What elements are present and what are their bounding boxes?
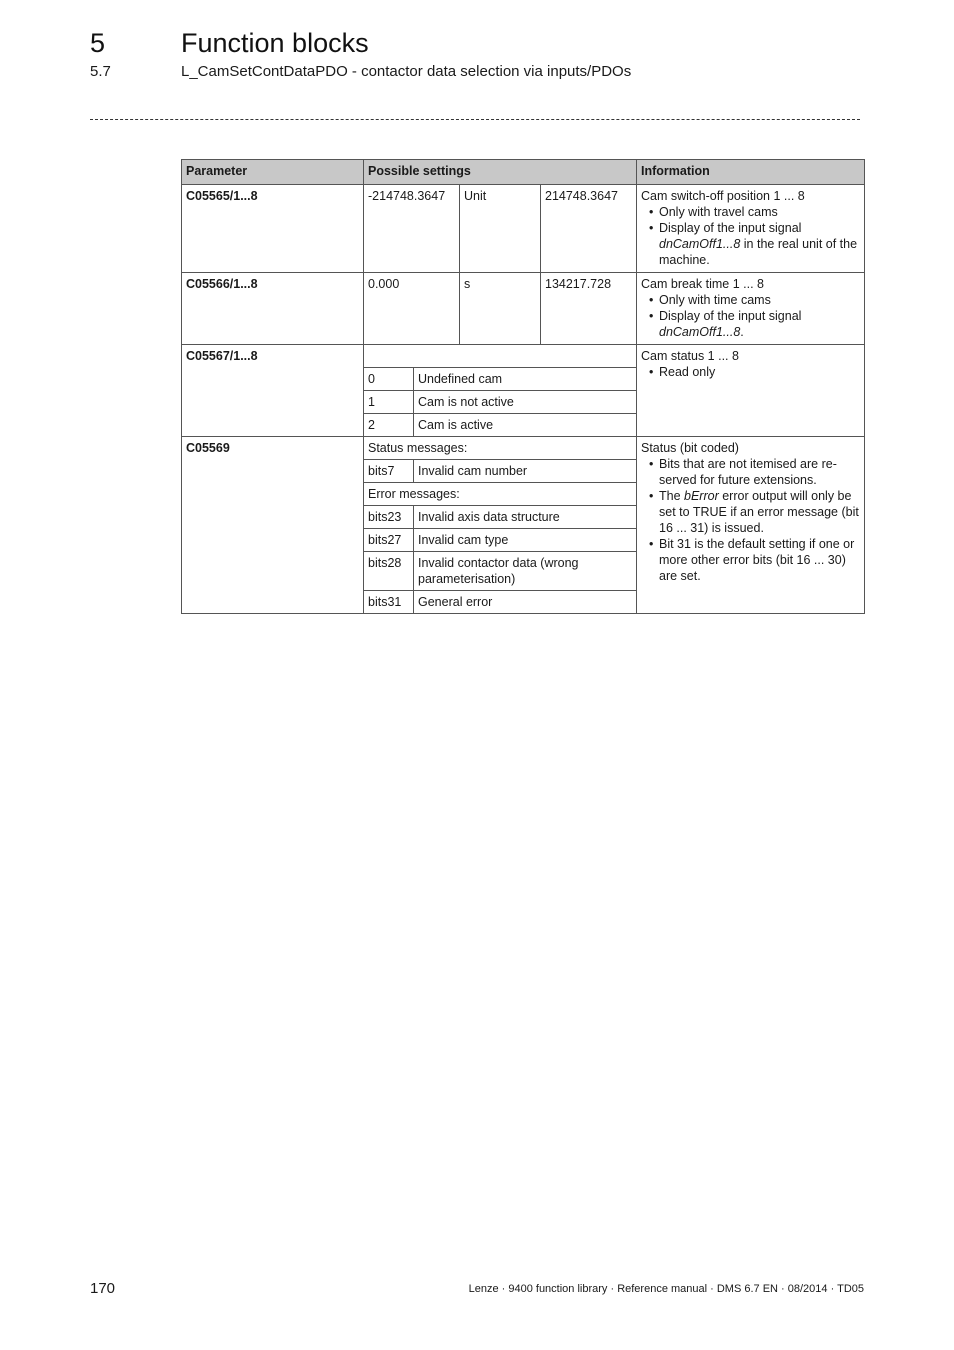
bit-value: bits27	[364, 529, 414, 552]
setting-max: 214748.3647	[541, 185, 637, 273]
page-number: 170	[90, 1280, 116, 1297]
signal-name: dnCamOff1...8	[659, 325, 741, 339]
settings-blank	[364, 345, 637, 368]
info-title: Cam status 1 ... 8	[641, 349, 739, 363]
status-messages-label: Status messages:	[364, 437, 637, 460]
bit-text: Invalid contactor data (wrong parameterisation)	[414, 552, 637, 591]
info-title: Status (bit coded)	[641, 441, 739, 455]
bit-value: bits31	[364, 591, 414, 614]
info-bullet: • The bError error output will only be set to TRUE if an error message (bit 16 ... 31) is issued.	[659, 488, 860, 536]
setting-text: Undefined cam	[414, 368, 637, 391]
setting-value: 1	[364, 391, 414, 414]
bit-value: bits7	[364, 460, 414, 483]
section-number: 5.7	[90, 63, 111, 80]
setting-max: 134217.728	[541, 273, 637, 345]
parameter-code: C05565/1...8	[182, 185, 364, 273]
information-cell	[637, 345, 865, 437]
bit-text: Invalid cam type	[414, 529, 637, 552]
bit-text: Invalid cam number	[414, 460, 637, 483]
table-row	[182, 273, 865, 345]
table-row	[182, 185, 865, 273]
parameter-table	[181, 159, 865, 614]
information-cell	[637, 437, 865, 614]
chapter-number: 5	[90, 28, 106, 58]
table-header-row	[182, 160, 865, 185]
bit-value: bits28	[364, 552, 414, 591]
signal-name: dnCamOff1...8	[659, 237, 741, 251]
parameter-code: C05566/1...8	[182, 273, 364, 345]
info-bullet: • Bits that are not itemised are re-served for future extensions.	[659, 456, 860, 488]
setting-min: -214748.3647	[364, 185, 460, 273]
setting-unit: s	[460, 273, 541, 345]
bit-text: Invalid axis data structure	[414, 506, 637, 529]
information-cell	[637, 273, 865, 345]
info-bullet: • Only with travel cams	[659, 204, 860, 220]
parameter-code: C05569	[182, 437, 364, 614]
setting-text: Cam is active	[414, 414, 637, 437]
info-list	[641, 364, 860, 380]
footer-text: Lenze · 9400 function library · Reference manual · DMS 6.7 EN · 08/2014 · TD05	[468, 1283, 864, 1295]
setting-unit: Unit	[460, 185, 541, 273]
info-bullet: • Display of the input signal dnCamOff1...8 in the real unit of the machine.	[659, 220, 860, 268]
column-header-parameter: Parameter	[182, 160, 364, 185]
info-list	[641, 292, 860, 340]
error-messages-label: Error messages:	[364, 483, 637, 506]
setting-min: 0.000	[364, 273, 460, 345]
header-divider	[90, 119, 860, 120]
bit-text: General error	[414, 591, 637, 614]
bit-value: bits23	[364, 506, 414, 529]
column-header-information: Information	[637, 160, 865, 185]
setting-value: 2	[364, 414, 414, 437]
section-title: L_CamSetContDataPDO - contactor data selection via inputs/PDOs	[181, 63, 632, 80]
chapter-title: Function blocks	[181, 28, 369, 58]
information-cell	[637, 185, 865, 273]
info-title: Cam break time 1 ... 8	[641, 277, 764, 291]
info-bullet: • Only with time cams	[659, 292, 860, 308]
table-row	[182, 345, 865, 368]
info-bullet: • Display of the input signal dnCamOff1...8.	[659, 308, 860, 340]
parameter-code: C05567/1...8	[182, 345, 364, 437]
info-list	[641, 204, 860, 268]
table-row	[182, 437, 865, 460]
setting-text: Cam is not active	[414, 391, 637, 414]
signal-name: bError	[684, 489, 719, 503]
info-list	[641, 456, 860, 584]
info-title: Cam switch-off position 1 ... 8	[641, 189, 805, 203]
info-bullet: • Bit 31 is the default setting if one or more other error bits (bit 16 ... 30) are set.	[659, 536, 860, 584]
column-header-settings: Possible settings	[364, 160, 637, 185]
info-bullet: • Read only	[659, 364, 860, 380]
setting-value: 0	[364, 368, 414, 391]
